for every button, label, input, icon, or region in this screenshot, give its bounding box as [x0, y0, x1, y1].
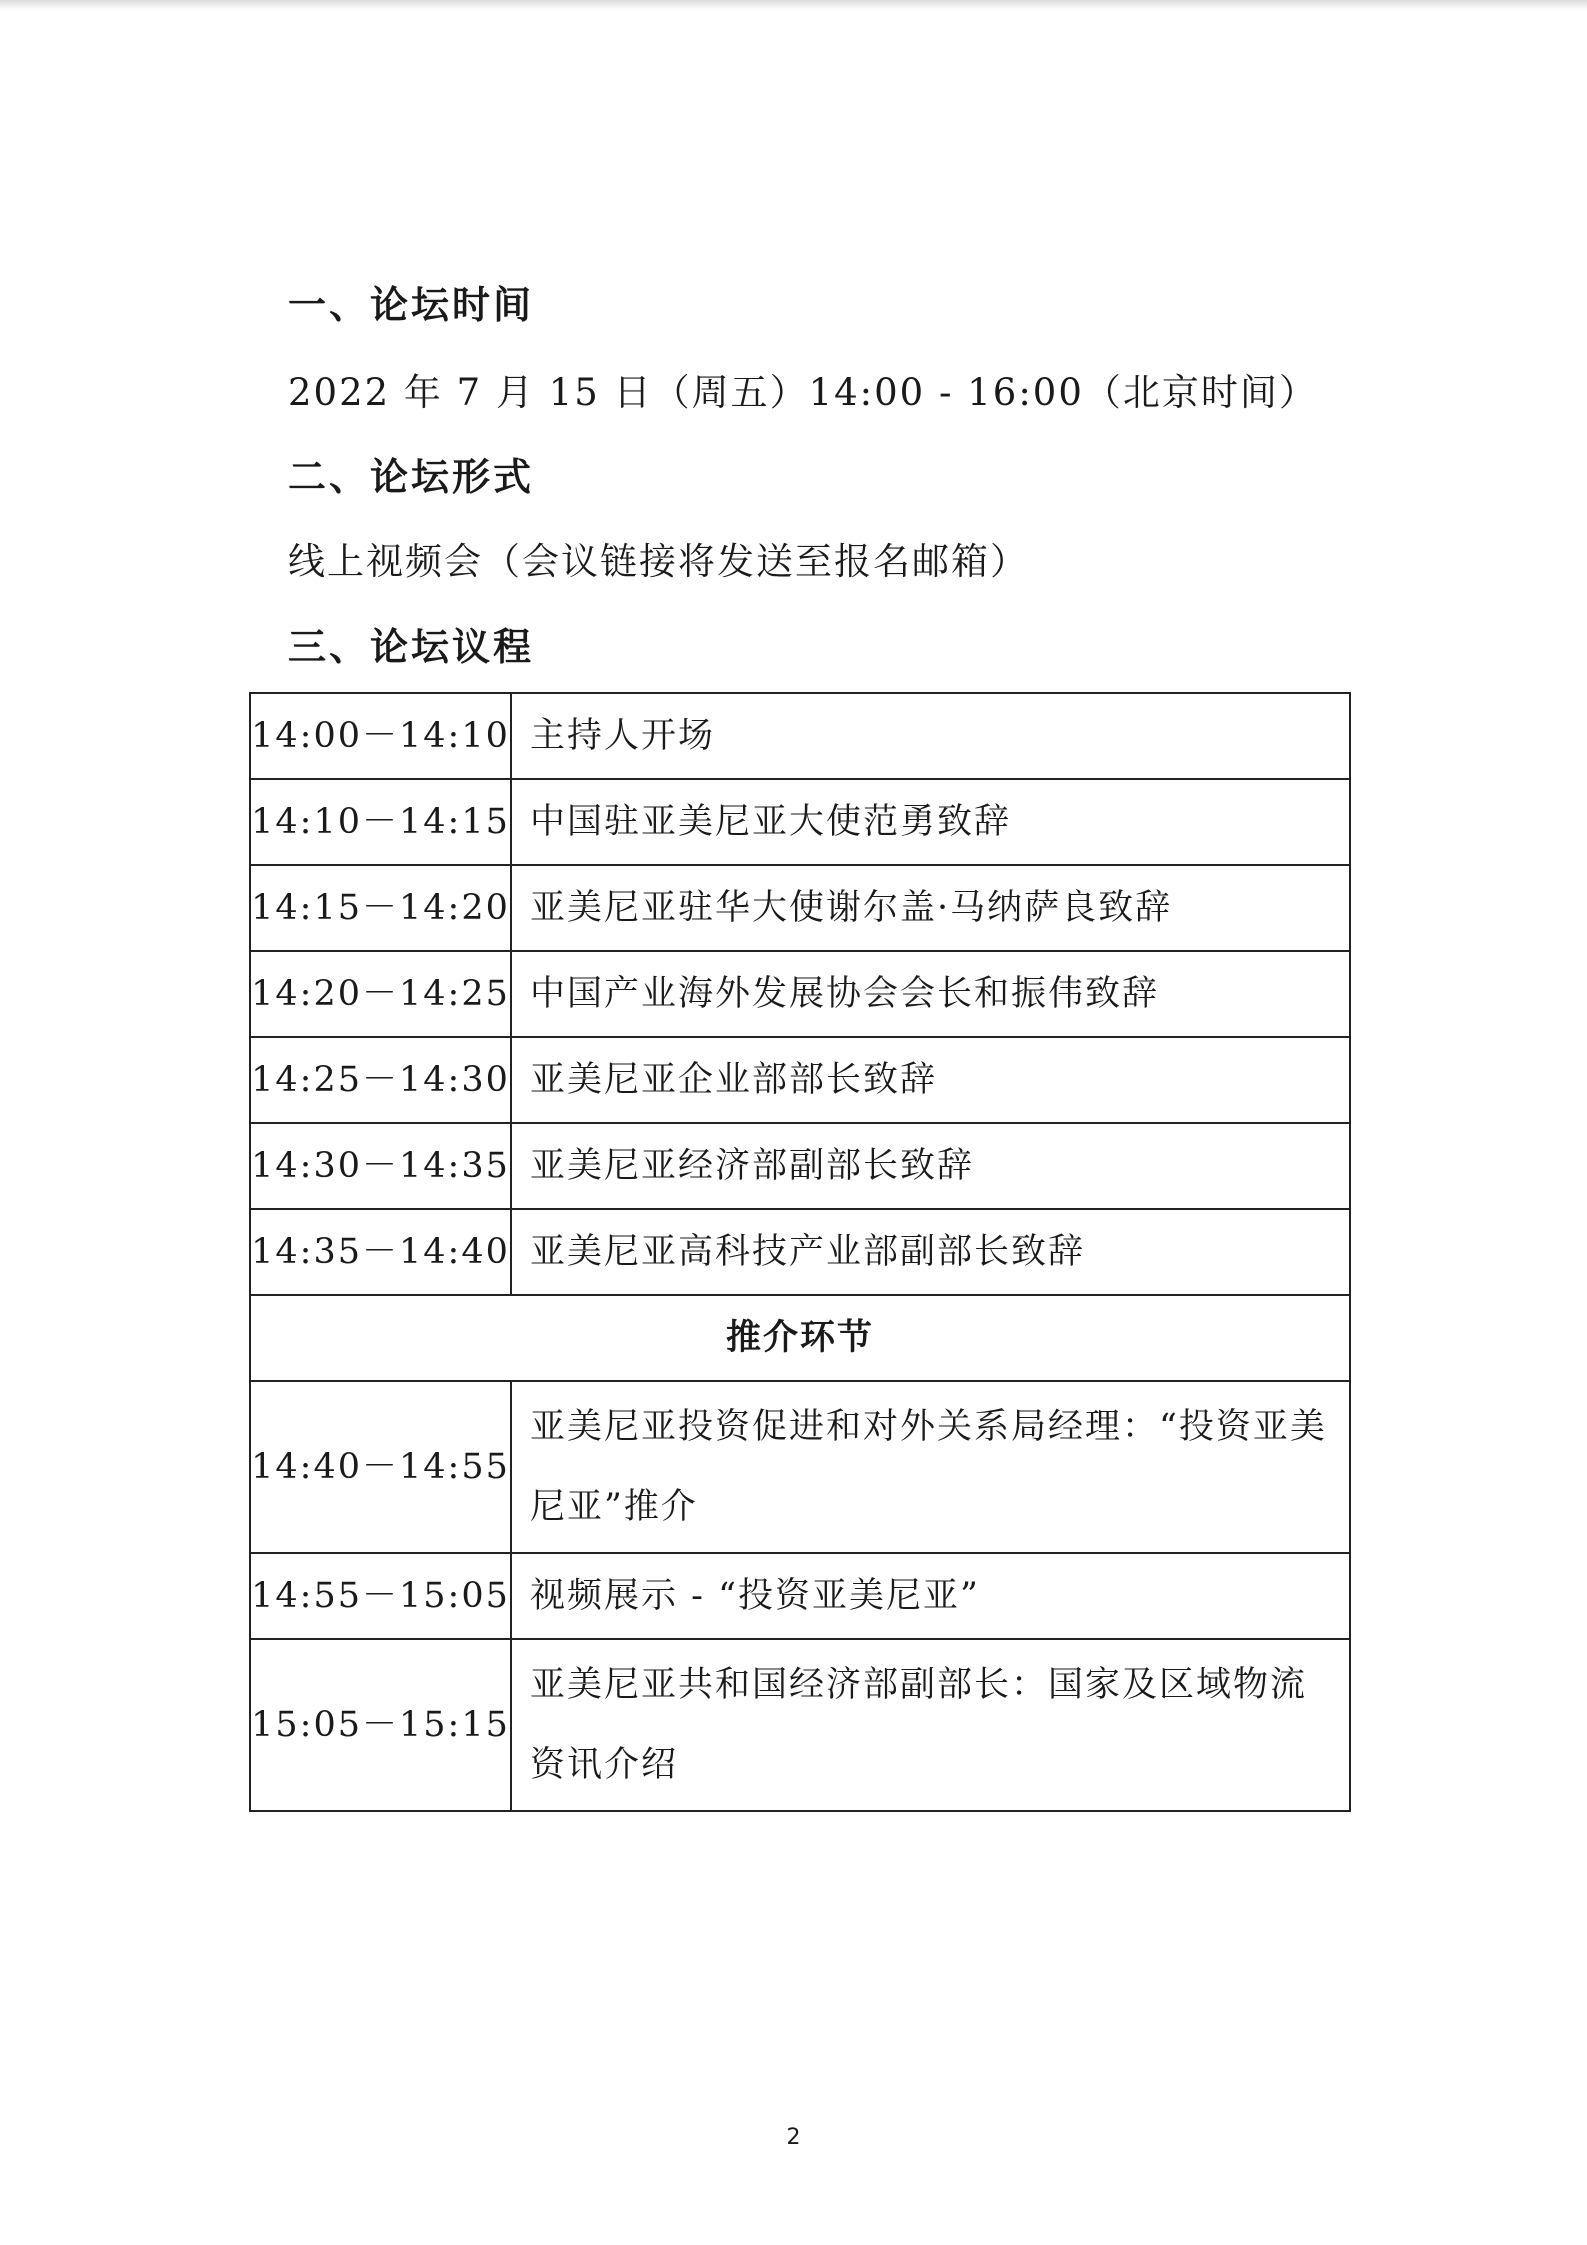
agenda-time: 14:15－14:20 [250, 865, 511, 951]
table-row [250, 779, 1350, 865]
table-row [250, 693, 1350, 779]
scan-edge [0, 0, 1587, 10]
section-heading-forum-agenda: 三、论坛议程 [288, 625, 535, 669]
agenda-time: 14:35－14:40 [250, 1209, 511, 1295]
agenda-item: 亚美尼亚投资促进和对外关系局经理：“投资亚美尼亚”推介 [511, 1381, 1350, 1553]
agenda-table [249, 692, 1351, 1812]
table-row [250, 1123, 1350, 1209]
agenda-item: 亚美尼亚高科技产业部副部长致辞 [511, 1209, 1350, 1295]
agenda-time: 14:10－14:15 [250, 779, 511, 865]
agenda-item: 中国驻亚美尼亚大使范勇致辞 [511, 779, 1350, 865]
table-row [250, 1553, 1350, 1639]
page-number: 2 [786, 2125, 801, 2150]
table-row [250, 1209, 1350, 1295]
section-heading-forum-format: 二、论坛形式 [288, 455, 535, 499]
table-row [250, 865, 1350, 951]
agenda-time: 14:40－14:55 [250, 1381, 511, 1553]
agenda-item: 亚美尼亚驻华大使谢尔盖·马纳萨良致辞 [511, 865, 1350, 951]
table-row [250, 951, 1350, 1037]
forum-format-text: 线上视频会（会议链接将发送至报名邮箱） [288, 540, 1029, 583]
agenda-time: 14:55－15:05 [250, 1553, 511, 1639]
agenda-item: 亚美尼亚经济部副部长致辞 [511, 1123, 1350, 1209]
agenda-time: 15:05－15:15 [250, 1639, 511, 1811]
table-row [250, 1037, 1350, 1123]
table-row [250, 1639, 1350, 1811]
agenda-section-label: 推介环节 [250, 1295, 1350, 1381]
agenda-time: 14:00－14:10 [250, 693, 511, 779]
agenda-item: 亚美尼亚共和国经济部副部长：国家及区域物流资讯介绍 [511, 1639, 1350, 1811]
section-heading-forum-time: 一、论坛时间 [288, 283, 535, 327]
agenda-time: 14:30－14:35 [250, 1123, 511, 1209]
agenda-item: 主持人开场 [511, 693, 1350, 779]
agenda-time: 14:20－14:25 [250, 951, 511, 1037]
table-row-section [250, 1295, 1350, 1381]
agenda-time: 14:25－14:30 [250, 1037, 511, 1123]
forum-time-text: 2022 年 7 月 15 日（周五）14:00 - 16:00（北京时间） [288, 371, 1318, 414]
agenda-item: 视频展示 - “投资亚美尼亚” [511, 1553, 1350, 1639]
table-row [250, 1381, 1350, 1553]
agenda-item: 中国产业海外发展协会会长和振伟致辞 [511, 951, 1350, 1037]
agenda-item: 亚美尼亚企业部部长致辞 [511, 1037, 1350, 1123]
